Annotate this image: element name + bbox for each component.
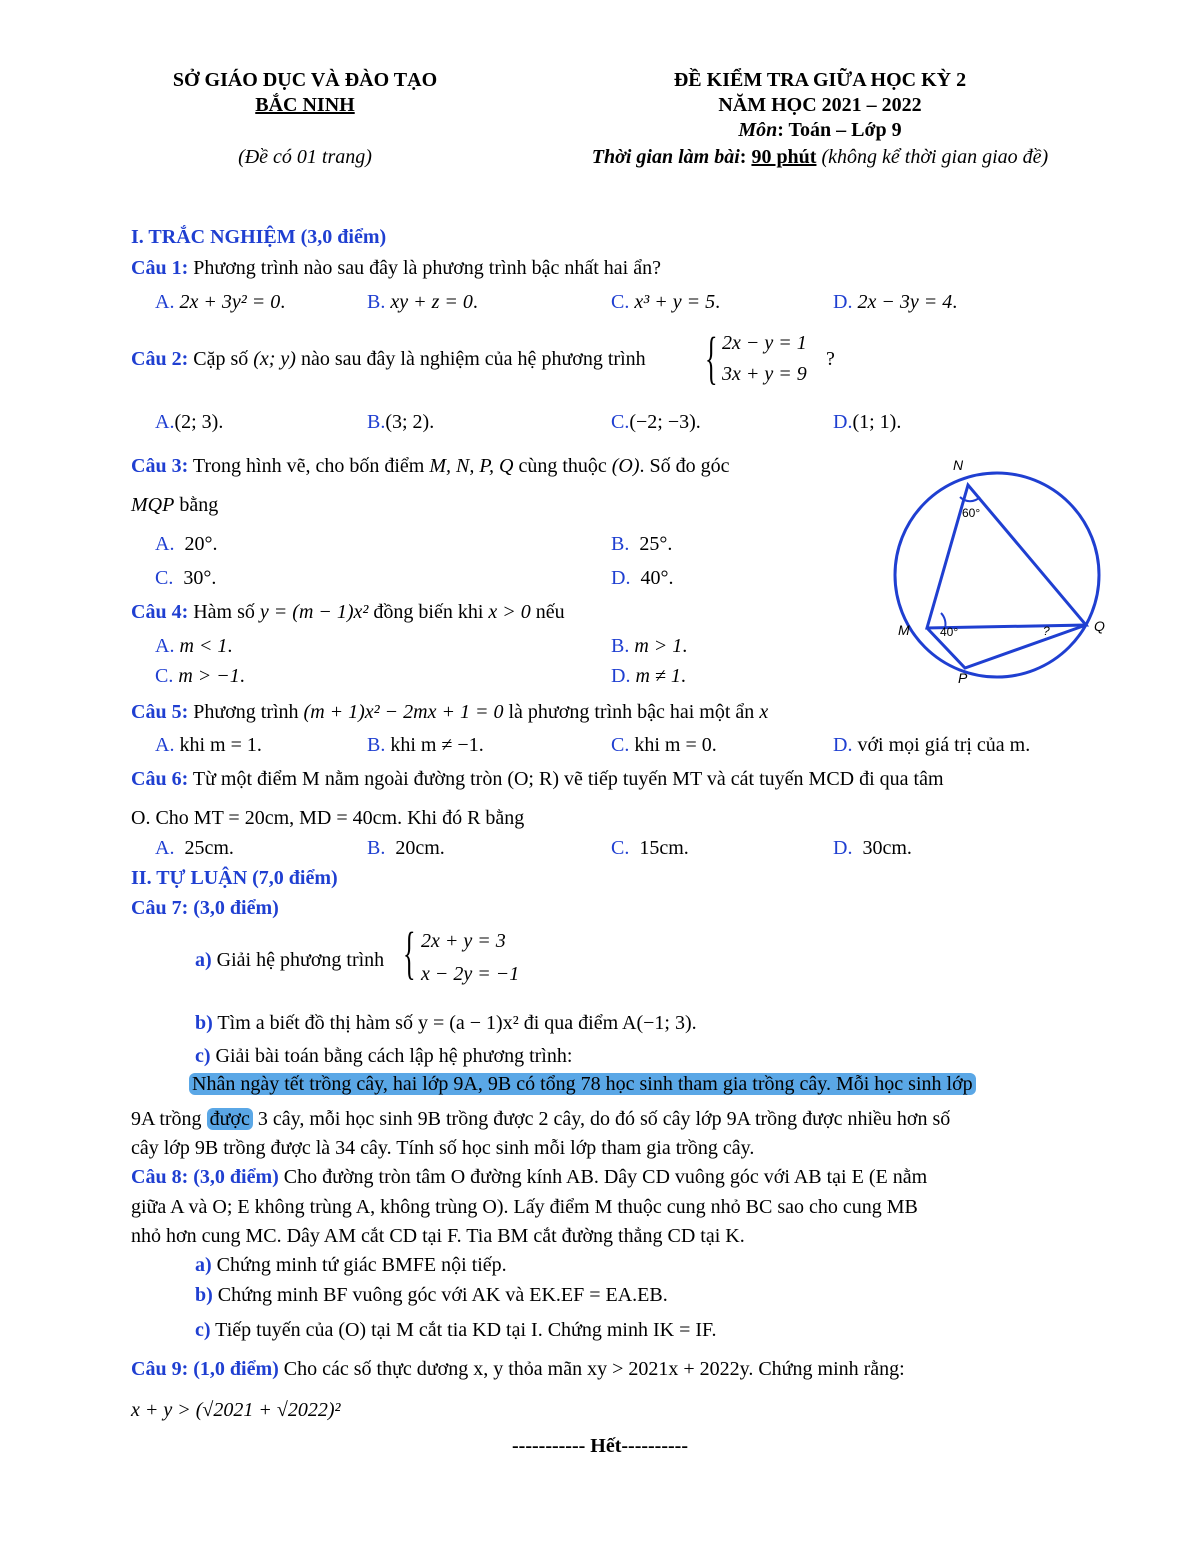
q4-option-b: B. m > 1. — [611, 635, 688, 657]
circle-figure — [890, 455, 1120, 690]
q1-b-text: xy + z = 0 — [390, 291, 473, 313]
q3-d-text: 40° — [640, 567, 669, 589]
q6-text1: Từ một điểm M nằm ngoài đường tròn (O; R) vẽ tiếp tuyến MT và cát tuyến MCD đi qua tâm — [188, 768, 944, 790]
page-count: (Đề có 01 trang) — [238, 146, 372, 168]
question-1 — [131, 256, 661, 280]
q2-label: Câu 2: — [131, 348, 189, 370]
q2-option-a: A.(2; 3). — [155, 411, 224, 433]
label-angle-n: 60° — [962, 506, 981, 520]
q4-c-text: m > −1 — [178, 665, 240, 687]
q2-text1: Cặp số — [188, 348, 254, 370]
q3-b-label: B. — [611, 533, 630, 555]
q4-a-label: A. — [155, 635, 175, 657]
q6-d-text: 30cm — [862, 837, 907, 859]
q7c-highlight2: được — [207, 1108, 253, 1130]
q3-d-label: D. — [611, 567, 631, 589]
q2-eq2: 3x + y = 9 — [722, 363, 807, 385]
q2-eq1: 2x − y = 1 — [722, 332, 807, 354]
q3-option-a: A. 20°. — [155, 533, 218, 555]
q5-d-text: với mọi giá trị của m — [852, 734, 1026, 756]
q3-label: Câu 3: — [131, 455, 189, 477]
q3-angle: MQP — [131, 494, 175, 516]
question-6-line2: O. Cho MT = 20cm, MD = 40cm. Khi đó R bằng — [131, 807, 525, 829]
subject-value: : Toán – Lớp 9 — [777, 119, 902, 141]
q7-eq1: 2x + y = 3 — [421, 930, 506, 952]
q5-option-c: C. khi m = 0. — [611, 734, 717, 756]
q4-c-label: C. — [155, 665, 174, 687]
label-angle-m: 40° — [940, 625, 959, 639]
q7c — [195, 1044, 572, 1068]
q7a-text: Giải hệ phương trình — [211, 949, 385, 971]
province-label: BẮC NINH — [255, 94, 355, 116]
q6-option-a: A. 25cm. — [155, 837, 234, 859]
question-9 — [131, 1357, 905, 1381]
q5-option-b: B. khi m ≠ −1. — [367, 734, 484, 756]
question-4 — [131, 600, 565, 624]
q7c-line2-a: 9A trồng — [131, 1108, 207, 1130]
q3-b-text: 25° — [639, 533, 668, 555]
q2-text2: nào sau đây là nghiệm của hệ phương trình — [295, 348, 646, 370]
q8c-label: c) — [195, 1319, 211, 1341]
q6-d-label: D. — [833, 837, 853, 859]
q1-c-text: x³ + y = 5 — [634, 291, 716, 313]
q8-line2: giữa A và O; E không trùng A, không trùng O). Lấy điểm M thuộc cung nhỏ BC sao cho cung MB — [131, 1196, 918, 1218]
q5-option-a: A. khi m = 1. — [155, 734, 262, 756]
q8c-text: Tiếp tuyến của (O) tại M cắt tia KD tại I. Chứng minh IK = IF. — [210, 1319, 717, 1341]
q5-b-label: B. — [367, 734, 386, 756]
q7a — [195, 948, 384, 972]
q8-line1: Cho đường tròn tâm O đường kính AB. Dây CD vuông góc với AB tại E (E nằm — [278, 1166, 928, 1188]
q7b-text: Tìm a biết đồ thị hàm số y = (a − 1)x² đi qua điểm A(−1; 3). — [212, 1012, 697, 1034]
q5-c-label: C. — [611, 734, 630, 756]
q7c-para-line3: cây lớp 9B trồng được là 34 cây. Tính số học sinh mỗi lớp tham gia trồng cây. — [131, 1137, 755, 1159]
q1-c-label: C. — [611, 291, 630, 313]
q4-d-text: m ≠ 1 — [635, 665, 681, 687]
q1-a-label: A. — [155, 291, 175, 313]
q4-b-text: m > 1 — [634, 635, 683, 657]
q2-question-mark: ? — [826, 348, 835, 370]
q8b-text: Chứng minh BF vuông góc với AK và EK.EF = EA.EB. — [212, 1284, 668, 1306]
q6-label: Câu 6: — [131, 768, 189, 790]
q4-option-d: D. m ≠ 1. — [611, 665, 686, 687]
q7c-para-line2 — [131, 1107, 950, 1131]
end-marker: ----------- Hết---------- — [512, 1435, 688, 1457]
q4-text2: đồng biến khi — [368, 601, 489, 623]
q3-text1: Trong hình vẽ, cho bốn điểm — [188, 455, 430, 477]
q2-b-text: (3; 2) — [385, 411, 430, 433]
q4-label: Câu 4: — [131, 601, 189, 623]
time-note: (không kể thời gian giao đề) — [816, 146, 1049, 168]
q6-c-text: 15cm — [639, 837, 684, 859]
q1-option-d: D. 2x − 3y = 4. — [833, 291, 958, 313]
time-colon: : — [739, 146, 752, 168]
q7-eq2: x − 2y = −1 — [421, 963, 520, 985]
q3-c-label: C. — [155, 567, 174, 589]
q4-d-label: D. — [611, 665, 631, 687]
q3-option-d: D. 40°. — [611, 567, 674, 589]
q5-var: x — [759, 701, 769, 723]
q1-option-a: A. 2x + 3y² = 0. — [155, 291, 286, 313]
q6-option-b: B. 20cm. — [367, 837, 445, 859]
q6-a-label: A. — [155, 837, 175, 859]
question-3 — [131, 454, 730, 478]
q4-cond: x > 0 — [488, 601, 531, 623]
q2-d-text: (1; 1) — [852, 411, 897, 433]
q2-d-label: D. — [833, 411, 853, 433]
q7c-highlight1: Nhân ngày tết trồng cây, hai lớp 9A, 9B có tổng 78 học sinh tham gia trồng cây. Mỗi học sinh lớp — [189, 1073, 976, 1095]
q9-label: Câu 9: (1,0 điểm) — [131, 1358, 279, 1380]
q3-c-text: 30° — [183, 567, 212, 589]
time-label: Thời gian làm bài — [591, 146, 740, 168]
q8-line3: nhỏ hơn cung MC. Dây AM cắt CD tại F. Tia BM cắt đường thẳng CD tại K. — [131, 1225, 745, 1247]
school-year: NĂM HỌC 2021 – 2022 — [718, 94, 922, 116]
q8a-text: Chứng minh tứ giác BMFE nội tiếp. — [211, 1254, 507, 1276]
q1-a-text: 2x + 3y² = 0 — [179, 291, 281, 313]
q7-brace: { — [403, 920, 416, 985]
q6-option-c: C. 15cm. — [611, 837, 689, 859]
question-6 — [131, 767, 1081, 791]
q8b-label: b) — [195, 1284, 213, 1306]
q4-option-a: A. m < 1. — [155, 635, 233, 657]
q4-text3: nếu — [530, 601, 565, 623]
triangle-mnq — [927, 485, 1086, 628]
q9-line1: Cho các số thực dương x, y thỏa mãn xy > 2021x + 2022y. Chứng minh rằng: — [278, 1358, 905, 1380]
q8a — [195, 1253, 507, 1277]
q5-option-d: D. với mọi giá trị của m. — [833, 734, 1031, 756]
q6-c-label: C. — [611, 837, 630, 859]
q5-b-text: khi m ≠ −1 — [385, 734, 479, 756]
q1-d-label: D. — [833, 291, 853, 313]
q7c-text: Giải bài toán bằng cách lập hệ phương trình: — [210, 1045, 573, 1067]
q2-brace: { — [705, 325, 718, 390]
q2-c-text: (−2; −3) — [629, 411, 696, 433]
question-8 — [131, 1165, 927, 1189]
q1-d-text: 2x − 3y = 4 — [857, 291, 953, 313]
label-q: Q — [1094, 618, 1105, 634]
subject-label: Môn — [738, 119, 778, 141]
q7c-label: c) — [195, 1045, 211, 1067]
q3-circle: (O) — [611, 455, 640, 477]
time-line — [530, 145, 1110, 169]
q6-b-label: B. — [367, 837, 386, 859]
q3-line2-text: bằng — [174, 494, 219, 516]
q5-label: Câu 5: — [131, 701, 189, 723]
q8a-label: a) — [195, 1254, 212, 1276]
question-5 — [131, 700, 768, 724]
q5-d-label: D. — [833, 734, 853, 756]
q3-option-b: B. 25°. — [611, 533, 673, 555]
q5-text2: là phương trình bậc hai một ẩn — [503, 701, 760, 723]
time-value: 90 phút — [751, 146, 817, 168]
q6-option-d: D. 30cm. — [833, 837, 912, 859]
q3-text3: . Số đo góc — [639, 455, 730, 477]
q2-c-label: C. — [611, 411, 630, 433]
q9-line2: x + y > (√2021 + √2022)² — [131, 1399, 341, 1421]
q3-text2: cùng thuộc — [513, 455, 612, 477]
q5-a-text: khi m = 1 — [174, 734, 257, 756]
part1-heading: I. TRẮC NGHIỆM (3,0 điểm) — [131, 226, 387, 248]
part2-heading: II. TỰ LUẬN (7,0 điểm) — [131, 867, 338, 889]
q2-pair: (x; y) — [253, 348, 296, 370]
q4-option-c: C. m > −1. — [155, 665, 245, 687]
q1-b-label: B. — [367, 291, 386, 313]
q3-a-label: A. — [155, 533, 175, 555]
q4-a-text: m < 1 — [179, 635, 228, 657]
q3-points: M, N, P, Q — [429, 455, 514, 477]
label-angle-q: ? — [1043, 624, 1050, 638]
q6-b-text: 20cm — [395, 837, 440, 859]
q1-text: Phương trình nào sau đây là phương trình bậc nhất hai ẩn? — [188, 257, 661, 279]
q5-a-label: A. — [155, 734, 175, 756]
q3-option-c: C. 30°. — [155, 567, 217, 589]
exam-title: ĐỀ KIỂM TRA GIỮA HỌC KỲ 2 — [673, 69, 967, 91]
q2-option-b: B.(3; 2). — [367, 411, 435, 433]
q2-b-label: B. — [367, 411, 386, 433]
q1-option-c: C. x³ + y = 5. — [611, 291, 721, 313]
q5-c-text: khi m = 0 — [629, 734, 712, 756]
q1-option-b: B. xy + z = 0. — [367, 291, 478, 313]
q6-a-text: 25cm — [184, 837, 229, 859]
circle-o — [895, 473, 1099, 677]
q5-eq: (m + 1)x² − 2mx + 1 = 0 — [303, 701, 504, 723]
q7c-line2-b: 3 cây, mỗi học sinh 9B trồng được 2 cây, do đó số cây lớp 9A trồng được nhiều hơn số — [252, 1108, 951, 1130]
q1-label: Câu 1: — [131, 257, 189, 279]
q2-a-label: A. — [155, 411, 175, 433]
q7b-label: b) — [195, 1012, 213, 1034]
q8c — [195, 1318, 717, 1342]
q7b — [195, 1011, 697, 1035]
q4-b-label: B. — [611, 635, 630, 657]
q7c-para-line1 — [189, 1072, 976, 1096]
label-n: N — [953, 457, 964, 473]
q3-a-text: 20° — [184, 533, 213, 555]
q2-option-c: C.(−2; −3). — [611, 411, 701, 433]
subject-line — [530, 118, 1110, 142]
q4-fn: y = (m − 1)x² — [259, 601, 369, 623]
dept-name: SỞ GIÁO DỤC VÀ ĐÀO TẠO — [172, 69, 438, 91]
q8b — [195, 1283, 668, 1307]
q5-text1: Phương trình — [188, 701, 304, 723]
q2-option-d: D.(1; 1). — [833, 411, 902, 433]
question-2 — [131, 347, 646, 371]
label-m: M — [898, 622, 910, 638]
province-name — [140, 93, 470, 117]
label-p: P — [958, 670, 968, 686]
q2-a-text: (2; 3) — [174, 411, 219, 433]
q8-label: Câu 8: (3,0 điểm) — [131, 1166, 279, 1188]
q4-text1: Hàm số — [188, 601, 260, 623]
q7a-label: a) — [195, 949, 212, 971]
q7-label: Câu 7: (3,0 điểm) — [131, 897, 279, 919]
question-3-line2 — [131, 493, 218, 517]
